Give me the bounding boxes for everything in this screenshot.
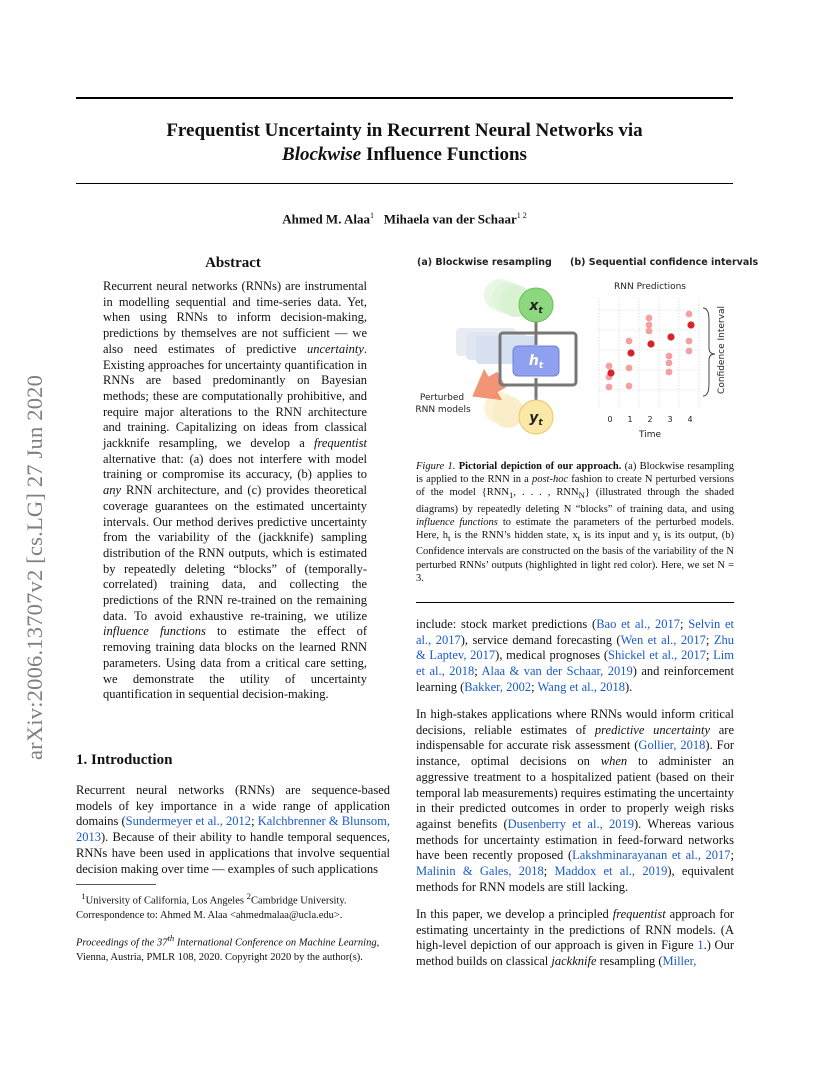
time-axis — [607, 415, 692, 424]
body-text: ). Whereas various methods for uncertainty estimation in feed-forward networks have been recently proposed ( — [416, 816, 735, 863]
body-text: include: stock market predictions ( — [416, 617, 597, 631]
body-text: ) and reinforcement learning ( — [416, 664, 734, 694]
rnn-predictions-label: RNN Predictions — [614, 282, 686, 292]
panel-b-label: (b) Sequential confidence intervals — [570, 257, 759, 268]
proceedings-text: International Conference on Machine Learning — [174, 937, 377, 949]
citation-link[interactable]: Wen et al., 2017 — [620, 632, 706, 647]
output-node-label: $y_t$ — [529, 410, 543, 428]
caption-subscript: t — [577, 533, 581, 544]
caption-emphasis: influence functions — [416, 516, 498, 528]
title-bottom-rule — [76, 183, 733, 184]
abstract-text: alternative that: (a) does not interfere with model training or compromise its accuracy, (b) applies to — [103, 451, 367, 482]
citation-link[interactable]: Alaa & van der Schaar, 2019 — [481, 664, 633, 679]
body-text: ). For instance, optimal decisions on — [416, 738, 735, 769]
top-rule — [76, 97, 733, 99]
citation-link[interactable]: Lakshminarayanan et al., 2017 — [572, 848, 731, 863]
caption-title: Pictorial depiction of our approach. — [455, 461, 622, 472]
body-emphasis: frequentist — [612, 907, 666, 921]
intro-text: ). Because of their ability to handle temporal sequences, RNNs have been used in applications that involve sequential decision making over time — examples of such applications — [76, 830, 390, 876]
intro-paragraph-high-stakes — [416, 707, 734, 895]
body-text: In high-stakes applications where RNNs would inform critical decisions, reliable estimates of — [416, 707, 734, 737]
body-text: ; — [679, 617, 689, 631]
prediction-grid — [599, 298, 699, 408]
footnote-mark: 1 — [81, 891, 86, 901]
citation-link[interactable]: Gollier, 2018 — [638, 738, 706, 753]
abstract-body — [103, 279, 367, 703]
intro-text: ; — [251, 814, 258, 829]
section-heading-introduction: 1. Introduction — [76, 752, 173, 768]
author-list — [76, 211, 733, 227]
intro-paragraph-approach — [416, 907, 734, 970]
citation-link[interactable]: Bao et al., 2017 — [596, 617, 680, 631]
abstract-text: . Existing approaches for uncertainty quantification in RNNs are based predominantly on Bayesian methods; these are computationally prohibitive, and require major alterations to the RNN architecture and training. Capitalizing on ideas from classical jackknife resampling, we develop a — [103, 341, 367, 451]
body-text: approach for estimating uncertainty in the predictions of RNN models. (A high-level depiction of our approach is given in Figure — [416, 907, 734, 953]
proceedings-note — [76, 931, 390, 965]
input-node-label: $x_t$ — [529, 298, 543, 316]
caption-text: is its input and y — [580, 530, 658, 542]
caption-text: is its output, (b) Confidence intervals are constructed on the basis of the variability of the N perturbed RNNs’ outputs (highlighted in light red color). Here, we set N = 3. — [416, 530, 735, 584]
proceedings-text: Proceedings of the — [76, 937, 157, 949]
body-text: ), medical prognoses ( — [495, 648, 609, 663]
proceedings-text: , Vienna, Austria, PMLR 108, 2020. Copyright 2020 by the author(s). — [76, 937, 380, 963]
abstract-emphasis: any — [103, 483, 122, 498]
confidence-bracket — [703, 308, 715, 396]
abstract-text: to estimate the effect of removing training data blocks on the learned RNN parameters. Using data from a critical care setting, we demonstrate the utility of uncertainty quantification in sequential decision-making. — [103, 624, 367, 702]
caption-text: to estimate the parameters of the perturbed models. Here, h — [416, 516, 734, 542]
time-tick: 3 — [667, 415, 673, 424]
caption-label: Figure 1. — [416, 461, 456, 472]
citation-link[interactable]: Zhu & Laptev, 2017 — [416, 632, 734, 663]
figure-1-diagram — [412, 250, 759, 450]
body-text: ; — [531, 679, 538, 694]
citation-link[interactable]: Sundermeyer et al., 2012 — [125, 814, 252, 829]
intro-paragraph-applications — [416, 617, 734, 696]
figure-reference-link[interactable]: 1 — [697, 938, 704, 953]
figure-1-caption — [416, 460, 734, 585]
caption-subscript: 1 — [508, 490, 514, 501]
body-text: ), equivalent methods for RNN models are still lacking. — [416, 864, 734, 894]
caption-text: } (illustrated through the shaded diagrams) by repeatedly deleting N “blocks” of training data, and using — [416, 487, 734, 515]
author-1-affiliation: 1 — [369, 211, 374, 220]
proceedings-number: 37 — [156, 937, 168, 949]
citation-link[interactable]: Malinin & Gales, 2018 — [416, 864, 544, 879]
body-text: ). — [625, 679, 633, 694]
citation-link[interactable]: Maddox et al., 2019 — [554, 864, 668, 879]
body-text: .) Our method builds on classical — [416, 938, 734, 969]
abstract-text: Recurrent neural networks (RNNs) are instrumental in modelling sequential and time-series data. Yet, when using RNNs to inform decision-making, predictions by themselves are not sufficient — we also need estimates of predictive — [103, 279, 367, 356]
time-tick: 1 — [627, 415, 633, 424]
caption-text: is the RNN’s hidden state, x — [450, 530, 578, 542]
caption-text: , . . . , RNN — [513, 487, 579, 499]
citation-link[interactable]: Kalchbrenner & Blunsom, 2013 — [76, 814, 390, 845]
confidence-interval-label: Confidence Interval — [717, 306, 727, 394]
body-text: ), service demand forecasting ( — [460, 632, 621, 647]
author-1: Ahmed M. Alaa — [282, 211, 370, 227]
paper-title — [76, 119, 733, 167]
abstract-text: RNN architecture, and (c) provides theoretical coverage guarantees on the estimated uncertainty intervals. Our method derives predictive uncertainty from the variability of the (jackknife) sampling distribution of the RNN outputs, which is estimated by repeatedly deleting “blocks” of (temporally-correlated) training data, and collecting the predictions of the RNN re-trained on the remaining data. To avoid exhaustive re-training, we utilize — [103, 483, 367, 623]
hidden-node-label: $h_t$ — [528, 353, 544, 371]
body-text: ; — [705, 648, 714, 663]
title-line-1: Frequentist Uncertainty in Recurrent Neural Networks via — [166, 120, 643, 141]
author-2-affiliation: 1 2 — [516, 211, 527, 220]
caption-subscript: t — [448, 533, 451, 544]
caption-text: (a) Blockwise resampling is applied to the RNN in a — [416, 461, 734, 486]
citation-link[interactable]: Miller, — [662, 954, 697, 969]
footnote-text: University of California, Los Angeles — [85, 895, 247, 907]
body-text: In this paper, we develop a principled — [416, 907, 613, 921]
citation-link[interactable]: Lim et al., 2018 — [416, 648, 734, 679]
perturbed-label-1: Perturbed — [419, 393, 465, 403]
abstract-emphasis: uncertainty — [306, 341, 364, 356]
body-emphasis: predictive uncertainty — [594, 722, 711, 737]
perturbed-label-2: RNN models — [415, 405, 471, 415]
caption-subscript: N — [578, 490, 585, 501]
body-text: ; — [543, 864, 555, 879]
citation-link[interactable]: Selvin et al., 2017 — [416, 617, 734, 647]
proceedings-sup: th — [167, 933, 175, 943]
intro-text: Recurrent neural networks (RNNs) are sequence-based models of key importance in a wide range of application domains ( — [76, 783, 390, 829]
body-text: to administer an aggressive treatment to a hospitalized patient (based on their temporal lab measurements) requires estimating the uncertainty in their predicted outcomes in order to properly weigh risks against benefits ( — [416, 754, 734, 831]
footnote-rule — [76, 884, 156, 885]
citation-link[interactable]: Wang et al., 2018 — [537, 679, 625, 694]
caption-subscript: t — [657, 533, 661, 544]
panel-a-label: (a) Blockwise resampling — [417, 257, 552, 268]
time-tick: 4 — [687, 415, 693, 424]
body-emphasis: when — [600, 754, 628, 769]
time-axis-label: Time — [638, 430, 662, 440]
caption-rule — [416, 602, 734, 603]
body-text: ; — [730, 848, 734, 863]
caption-emphasis: post-hoc — [531, 474, 569, 486]
introduction-body — [76, 783, 390, 877]
abstract-emphasis: frequentist — [313, 436, 367, 451]
caption-text: fashion to create N perturbed versions of the model {RNN — [416, 474, 734, 499]
citation-link[interactable]: Dusenberry et al., 2019 — [507, 816, 634, 831]
title-rest: Influence Functions — [361, 144, 527, 165]
abstract-heading: Abstract — [205, 255, 261, 271]
arxiv-stamp: arXiv:2006.13707v2 [cs.LG] 27 Jun 2020 — [22, 374, 47, 760]
title-italic: Blockwise — [282, 144, 362, 165]
affiliation-footnote — [76, 889, 390, 923]
body-emphasis: jackknife — [551, 954, 597, 969]
citation-link[interactable]: Bakker, 2002 — [464, 679, 532, 694]
body-text: are indispensable for accurate risk assessment ( — [416, 722, 734, 753]
author-2: Mihaela van der Schaar — [383, 211, 517, 227]
footnote-text: Cambridge University. Correspondence to: Ahmed M. Alaa <ahmedmalaa@ucla.edu>. — [76, 895, 347, 921]
title-line-2 — [76, 143, 733, 167]
time-tick: 0 — [607, 415, 613, 424]
body-text: ; — [474, 664, 482, 679]
body-text: resampling ( — [596, 954, 663, 969]
abstract-emphasis: influence functions — [103, 624, 206, 639]
citation-link[interactable]: Shickel et al., 2017 — [608, 648, 706, 663]
footnote-mark: 2 — [246, 891, 251, 901]
time-tick: 2 — [647, 415, 653, 424]
body-text: ; — [705, 632, 714, 647]
